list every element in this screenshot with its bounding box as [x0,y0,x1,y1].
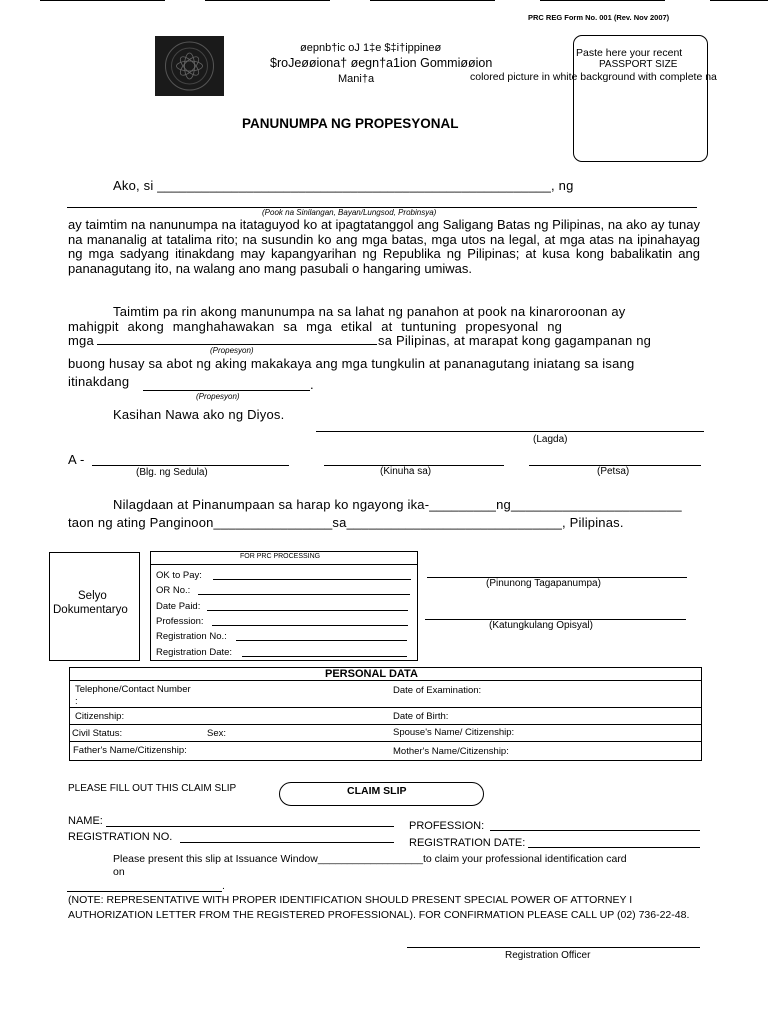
birthplace-caption: (Pook na Sinilangan, Bayan/Lungsod, Probinsya) [262,208,437,217]
commission-heading: $roJeøøiona† øegn†a1ion Gommiøøion [270,56,493,70]
claim-present-line-2: on [113,866,125,878]
claim-profession-line[interactable] [490,830,700,831]
oath-paragraph-1: ay taimtim na nanunumpa na itataguyod ko at ipagtatanggol ang Saligang Batas ng Pilipinas, na ako ay tunay na mananalig at tatalima rito; na susundin ko ang mga batas, mga utos na legal, at mga atas na ipinahayag ng mga sadyang itinakdang may kapangyarihan ng Republika ng Pilipinas; at kusa kong babalikatin ang pananagutang ito, na walang ano mang pasubali o hangaring umiwas. [68,217,700,276]
telephone-colon: : [75,696,78,707]
administering-officer-caption: (Pinunong Tagapanumpa) [486,578,601,589]
claim-reg-no-label: REGISTRATION NO. [68,831,173,843]
page-title: PANUNUMPA NG PROPESYONAL [242,116,459,131]
oath-p2-line3a: mga [68,333,94,348]
claim-reg-no-line[interactable] [180,842,394,843]
claim-note: (NOTE: REPRESENTATIVE WITH PROPER IDENTIFICATION SHOULD PRESENT SPECIAL POWER OF ATTORNEY I AUTHORIZATION LETTER FROM THE REGISTERED PROFESSIONAL). FOR CONFIRMATION PLEASE CALL UP (02) 736-22-48. [68,894,690,921]
claim-period: . [222,880,225,892]
profession-label: Profession: [156,616,204,627]
telephone-label: Telephone/Contact Number [75,684,191,695]
claim-reg-date-label: REGISTRATION DATE: [409,837,526,849]
a-label: A - [68,452,85,467]
claim-instruction: PLEASE FILL OUT THIS CLAIM SLIP [68,783,237,794]
spouse-label: Spouse's Name/ Citizenship: [393,727,515,738]
father-label: Father's Name/Citizenship: [73,745,187,756]
ok-to-pay-line[interactable] [213,579,411,580]
exam-date-label: Date of Examination: [393,685,482,696]
profession-caption-2: (Propesyon) [196,392,240,401]
signature-caption: (Lagda) [533,434,568,445]
table-rule [69,741,701,742]
nilagdaan-line-1: Nilagdaan at Pinanumpaan sa harap ko ngayong ika-_________ng_______________________ [113,497,682,512]
official-position-caption: (Katungkulang Opisyal) [489,620,593,631]
issued-at-caption: (Kinuha sa) [380,466,432,477]
birth-date-label: Date of Birth: [393,711,449,722]
profession-caption-1: (Propesyon) [210,346,254,355]
photo-instruction: Paste here your recent [576,47,683,59]
cedula-line[interactable] [92,465,289,466]
kasihan-text: Kasihan Nawa ako ng Diyos. [113,407,285,422]
oath-ako-line: Ako, si _____________________________________________________, ng [113,178,574,193]
registration-date-label: Registration Date: [156,647,233,658]
date-paid-label: Date Paid: [156,601,201,612]
prc-seal-icon [155,36,224,96]
claim-present-line-1: Please present this slip at Issuance Window__________________to claim your professional identification card [113,853,627,865]
or-no-label: OR No.: [156,585,191,596]
registration-no-label: Registration No.: [156,631,227,642]
or-no-line[interactable] [198,594,410,595]
dokumentaryo-label: Dokumentaryo [53,604,128,616]
claim-reg-date-line[interactable] [528,847,700,848]
date-caption: (Petsa) [597,466,630,477]
registration-officer-line[interactable] [407,947,700,948]
photo-size-label: PASSPORT SIZE [599,59,678,70]
cedula-caption: (Blg. ng Sedula) [136,467,208,478]
claim-name-label: NAME: [68,815,103,827]
registration-officer-caption: Registration Officer [505,950,591,961]
processing-title: FOR PRC PROCESSING [240,553,321,560]
oath-p2-line2: mahigpit akong manghahawakan sa mga etikal at tuntuning propesyonal ng [68,319,563,334]
claim-profession-label: PROFESSION: [409,820,485,832]
claim-slip-title: CLAIM SLIP [347,785,407,797]
oath-p2-line3b: sa Pilipinas, at marapat kong gagampanan ng [378,333,652,348]
sex-label: Sex: [207,728,227,739]
registration-date-line[interactable] [242,656,407,657]
top-rule [205,0,330,1]
top-rule [540,0,665,1]
city-heading: Mani†a [338,73,375,85]
table-rule [69,680,701,681]
citizenship-label: Citizenship: [75,711,125,722]
registration-no-line[interactable] [236,640,407,641]
photo-instruction-cont: colored picture in white background with complete na [470,71,717,83]
oath-p2-line4: buong husay sa abot ng aking makakaya ang mga tungkulin at pananagutang iniatang sa isang [68,356,635,371]
claim-on-line[interactable] [67,891,222,892]
oath-p2-line5a: itinakdang [68,374,130,389]
oath-p2-line5b: . [310,377,314,392]
processing-title-rule [150,564,417,565]
civil-status-label: Civil Status: [72,728,123,739]
profession-line-1[interactable] [97,344,377,345]
form-number: PRC REG Form No. 001 (Rev. Nov 2007) [528,13,670,22]
signature-line[interactable] [316,431,704,432]
mother-label: Mother's Name/Citizenship: [393,746,509,757]
table-rule [69,724,701,725]
profession-line[interactable] [212,625,408,626]
top-rule [40,0,165,1]
oath-p2-line1: Taimtim pa rin akong manunumpa na sa lahat ng panahon at pook na kinaroroonan ay [113,304,626,319]
top-rule [710,0,768,1]
personal-data-title: PERSONAL DATA [325,668,418,680]
table-rule [69,707,701,708]
ok-to-pay-label: OK to Pay: [156,570,202,581]
top-rule [370,0,495,1]
nilagdaan-line-2: taon ng ating Panginoon________________sa_____________________________, Pilipinas. [68,515,624,530]
claim-name-line[interactable] [106,826,394,827]
republic-heading: øepnb†ic oJ 1‡e $‡i†ippineø [300,42,442,54]
date-paid-line[interactable] [207,610,408,611]
profession-line-2[interactable] [143,390,310,391]
selyo-label: Selyo [78,590,107,602]
